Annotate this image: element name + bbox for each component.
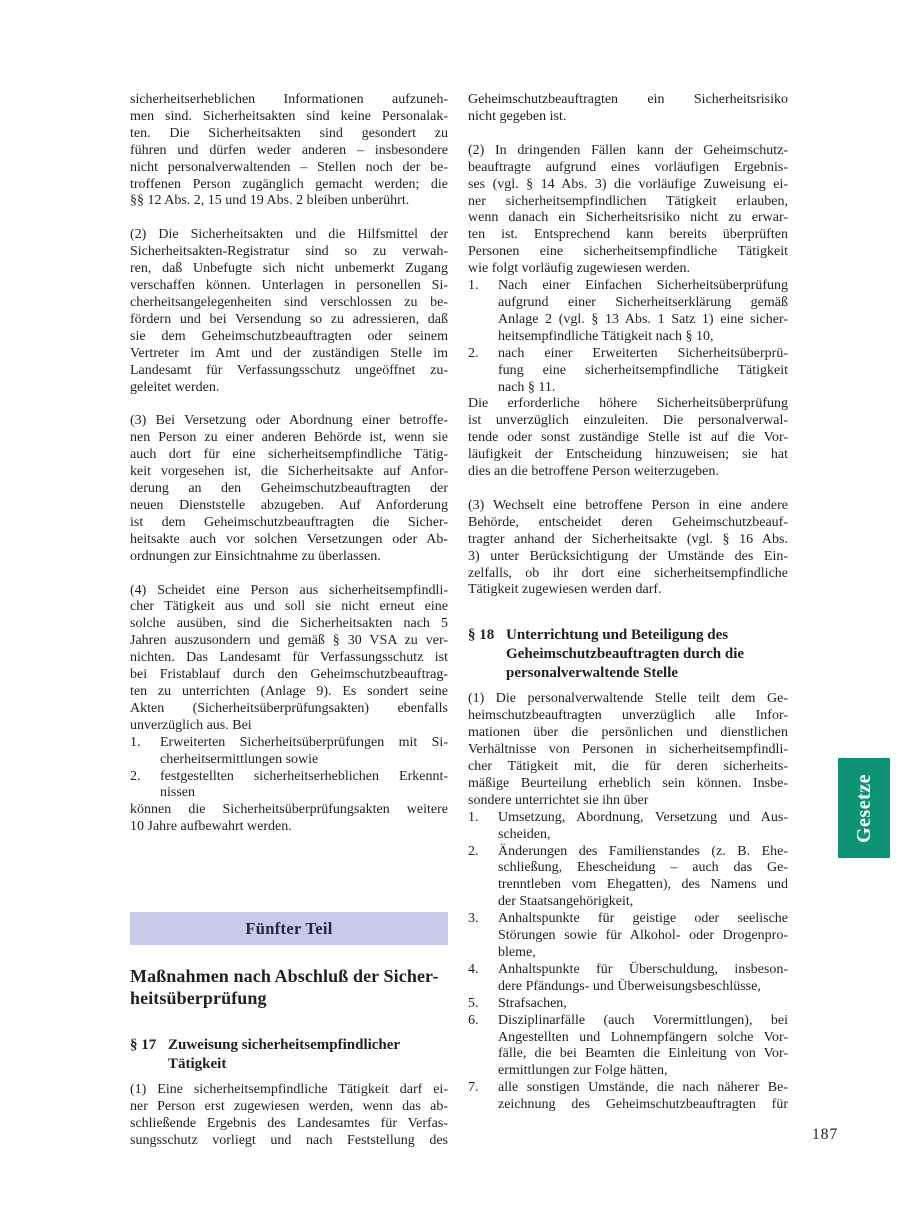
page-number: 187 — [812, 1126, 839, 1143]
list-item-number: 1. — [130, 734, 141, 750]
text-line: cher Tätigkeit mit, die für deren sicherheits- — [468, 759, 788, 774]
text-line: festgestellten sicherheitserheblichen Erkennt- — [160, 768, 448, 784]
text-line: sie dem Geheimschutzbeauftragten oder seinem — [130, 328, 448, 344]
numbered-list-18-abs1 — [468, 810, 788, 1114]
text-line: nissen — [160, 785, 195, 801]
text-line: Änderungen des Familienstandes (z. B. Ehe- — [498, 843, 788, 859]
text-line: cherheitsangelegenheiten sind verschlossen zu be- — [130, 294, 448, 310]
text-line: heitsüberprüfung — [130, 987, 267, 1008]
list-item — [468, 962, 788, 996]
list-item-number: 1. — [468, 809, 479, 825]
text-line: der Staatsangehörigkeit, — [498, 894, 634, 910]
text-line: ordnungen zur Einsichtnahme zu überlassen. — [130, 548, 381, 564]
text-line: derung an den Geheimschutzbeauftragten der — [130, 481, 448, 497]
list-item-number: 1. — [468, 278, 479, 294]
paragraph-17-abs2-outro — [468, 396, 788, 481]
text-line: dies an die betroffene Person weiterzugeben. — [468, 464, 719, 480]
text-line: Akten (Sicherheitsüberprüfungsakten) ebenfalls — [130, 700, 448, 716]
text-line: mäßige Beurteilung erheblich sein können. Insbe- — [468, 775, 788, 791]
text-line: ses (vgl. § 14 Abs. 3) die vorläufige Zuweisung ei- — [468, 176, 788, 192]
paragraph-abs4-outro — [130, 802, 448, 836]
text-line: ner Person erst zugewiesen werden, wenn das ab- — [130, 1099, 448, 1115]
text-line: nach § 11. — [498, 379, 556, 395]
text-line: zelfalls, ob ihr dort eine sicherheitsempfindliche — [468, 565, 788, 581]
text-line: Sicherheitsakten-Registratur sind so zu verwah- — [130, 244, 448, 260]
list-item-text — [498, 278, 788, 346]
text-line: heitsakte auch vor solchen Versetzungen oder Ab- — [130, 531, 448, 547]
text-line: zeichnung des Geheimschutzbeauftragten für — [498, 1097, 788, 1113]
text-line: 3) unter Berücksichtigung der Umstände des Ein- — [468, 548, 788, 564]
text-line: schließende Ergebnis des Landesamtes für Verfas- — [130, 1115, 448, 1131]
text-line: nicht gegeben ist. — [468, 108, 567, 124]
numbered-list-17-abs2 — [468, 278, 788, 396]
text-line: wenn danach ein Sicherheitsrisiko nicht zu erwar- — [468, 210, 788, 226]
text-line: sicherheitserheblichen Informationen aufzuneh- — [130, 92, 448, 107]
list-item-text — [498, 996, 788, 1013]
text-line: Strafsachen, — [498, 995, 567, 1011]
text-line: neuen Dienststelle abzugeben. Auf Anforderung — [130, 497, 448, 513]
text-line: (3) Bei Versetzung oder Abordnung einer betroffe- — [130, 413, 448, 429]
list-item — [468, 1013, 788, 1081]
text-line: fälle, die bei Beamten die Einleitung von Vor- — [498, 1046, 788, 1062]
text-line: (3) Wechselt eine betroffene Person in eine andere — [468, 497, 788, 513]
text-line: bei Fristablauf durch den Geheimschutzbeauftrag- — [130, 667, 448, 683]
right-column — [468, 92, 788, 1114]
text-line: alle sonstigen Umstände, die nach näherer Be- — [498, 1080, 788, 1096]
text-line: führen und dürfen weder anderen – insbesondere — [130, 142, 448, 158]
paragraph-abs4 — [130, 583, 448, 735]
text-line: tende oder sonst zuständige Stelle ist auf die Vor- — [468, 430, 788, 446]
text-line: ten. Die Sicherheitsakten sind gesondert zu — [130, 125, 448, 141]
text-line: §§ 12 Abs. 2, 15 und 19 Abs. 2 bleiben unberührt. — [130, 193, 410, 209]
text-line: Störungen sowie für Alkohol- oder Drogenpro- — [498, 928, 788, 944]
text-line: Umsetzung, Abordnung, Versetzung und Aus- — [498, 809, 788, 825]
text-line: wie folgt vorläufig zugewiesen werden. — [468, 261, 690, 277]
list-item — [468, 810, 788, 844]
text-line: Tätigkeit zugewiesen werden darf. — [468, 582, 662, 598]
text-line: (1) Eine sicherheitsempfindliche Tätigkeit darf ei- — [130, 1082, 448, 1098]
paragraph-abs3 — [130, 413, 448, 565]
text-line: trenntleben vom Ehegatten), des Namens und — [498, 877, 788, 893]
left-column — [130, 92, 448, 1150]
text-line: cherheitsermittlungen sowie — [160, 751, 319, 767]
list-item-text — [498, 1080, 788, 1114]
text-line: (1) Die personalverwaltende Stelle teilt dem Ge- — [468, 691, 788, 707]
text-line: ten zu unterrichten (Anlage 9). Es sondert seine — [130, 684, 448, 699]
list-item — [130, 769, 448, 803]
chapter-heading — [130, 966, 448, 1009]
text-line: Erweiterten Sicherheitsüberprüfungen mit Si- — [160, 734, 448, 750]
part-banner: Fünfter Teil — [130, 912, 448, 945]
numbered-list-abs4 — [130, 735, 448, 803]
text-line: men sind. Sicherheitsakten sind keine Personalak- — [130, 108, 448, 124]
text-line: Personen eine sicherheitsempfindliche Tätigkeit — [468, 244, 788, 260]
text-line: nach einer Erweiterten Sicherheitsüberprü- — [498, 345, 788, 361]
text-line: ren, daß Unbefugte sich nicht unbemerkt Zugang — [130, 261, 448, 277]
paragraph-17-abs3 — [468, 498, 788, 599]
list-item-text — [498, 962, 788, 996]
text-line: nen Person zu einer anderen Behörde ist, wenn sie — [130, 430, 448, 446]
text-line: Die erforderliche höhere Sicherheitsüberprüfung — [468, 396, 788, 412]
text-line: Landesamt für Verfassungsschutz ungeöffnet zu- — [130, 362, 448, 378]
text-line: dere Pfändungs- und Überweisungsbeschlüsse, — [498, 978, 761, 994]
list-item — [468, 1080, 788, 1114]
text-line: (2) In dringenden Fällen kann der Geheimschutz- — [468, 142, 788, 158]
text-line: nichten. Das Landesamt für Verfassungsschutz ist — [130, 650, 448, 666]
paragraph-18-abs1 — [468, 691, 788, 809]
list-item-number: 2. — [468, 843, 479, 859]
paragraph-17-abs1-continuation — [468, 92, 788, 126]
text-line: läufigkeit der Entscheidung hinzuweisen; sie hat — [468, 447, 788, 463]
text-line: 10 Jahre aufbewahrt werden. — [130, 819, 292, 835]
text-line: heimschutzbeauftragten unverzüglich alle Infor- — [468, 708, 788, 724]
text-line: (2) Die Sicherheitsakten und die Hilfsmittel der — [130, 227, 448, 243]
paragraph-17-abs1 — [130, 1082, 448, 1150]
section-number: § 18 — [468, 627, 495, 644]
text-line: aufgrund einer Sicherheitserklärung gemäß — [498, 294, 788, 310]
list-item-number: 6. — [468, 1012, 479, 1028]
list-item-text — [160, 769, 448, 803]
section-heading-17 — [130, 1036, 448, 1074]
list-item — [468, 911, 788, 962]
text-line: ist unverzüglich einzuleiten. Die personalverwal- — [468, 413, 788, 429]
text-line: ist dem Geheimschutzbeauftragten die Sicher- — [130, 514, 448, 530]
text-line: Angestellten und Lohnempfängern solche Vor- — [498, 1029, 788, 1045]
text-line: solche ausüben, sind die Sicherheitsakten nach 5 — [130, 616, 448, 632]
text-line: schließung, Ehescheidung – auch das Ge- — [498, 860, 788, 876]
text-line: sungsschutz vorliegt und nach Feststellung des — [130, 1132, 448, 1148]
list-item-text — [160, 735, 448, 769]
list-item-text — [498, 1013, 788, 1081]
list-item — [468, 844, 788, 912]
text-line: Nach einer Einfachen Sicherheitsüberprüfung — [498, 278, 788, 294]
list-item-number: 7. — [468, 1080, 479, 1096]
list-item — [468, 278, 788, 346]
text-line: bleme, — [498, 944, 536, 960]
list-item-number: 2. — [468, 345, 479, 361]
text-line: Verhältnisse von Personen in sicherheitsempfindli- — [468, 742, 788, 758]
text-line: Jahren auszusondern und gemäß § 30 VSA zu ver- — [130, 633, 448, 649]
section-tab-gesetze — [838, 758, 890, 858]
section-heading-text: Zuweisung sicherheitsempfindlicher Tätigkeit — [168, 1037, 401, 1073]
text-line: ten ist. Entsprechend kann bereits überprüften — [468, 227, 788, 243]
list-item-text — [498, 911, 788, 962]
text-line: Disziplinarfälle (auch Vorermittlungen), bei — [498, 1012, 788, 1028]
paragraph-17-abs2 — [468, 143, 788, 278]
text-line: auch dort für eine sicherheitsempfindliche Tätig- — [130, 447, 448, 463]
text-line: mationen über die persönlichen und dienstlichen — [468, 725, 788, 741]
text-line: cher Tätigkeit aus und soll sie nicht erneut eine — [130, 599, 448, 615]
list-item-text — [498, 844, 788, 912]
text-line: fung eine sicherheitsempfindliche Tätigkeit — [498, 362, 788, 378]
paragraph-abs2 — [130, 227, 448, 396]
list-item — [468, 346, 788, 397]
text-line: Anhaltspunkte für Überschuldung, insbeson- — [498, 961, 788, 977]
text-line: fördern und bei Versendung so zu adressieren, daß — [130, 311, 448, 327]
text-line: unverzüglich aus. Bei — [130, 717, 252, 733]
list-item-number: 3. — [468, 911, 479, 927]
text-line: tragter anhand der Sicherheitsakte (vgl. § 16 Abs. — [468, 531, 788, 547]
text-line: keit vorgesehen ist, die Sicherheitsakte auf Anfor- — [130, 464, 448, 480]
section-number: § 17 — [130, 1037, 157, 1054]
text-line: heitsempfindliche Tätigkeit nach § 10, — [498, 328, 714, 344]
section-heading-text: Unterrichtung und Beteiligung des Geheimschutzbeauftragten durch die personalverwaltende Stelle — [506, 627, 745, 682]
section-heading-18 — [468, 626, 788, 683]
text-line: beauftragte aufgrund eines vorläufigen Ergebnis- — [468, 159, 788, 175]
text-line: Maßnahmen nach Abschluß der Sicher- — [130, 966, 439, 987]
text-line: ner sicherheitsempfindlichen Tätigkeit erlauben, — [468, 193, 788, 209]
text-line: Anhaltspunkte für geistige oder seelische — [498, 911, 788, 927]
text-line: scheiden, — [498, 826, 551, 842]
list-item — [468, 996, 788, 1013]
list-item-text — [498, 346, 788, 397]
text-line: troffenen Person zugänglich gemacht werden; die — [130, 176, 448, 192]
list-item — [130, 735, 448, 769]
section-tab-label: Gesetze — [852, 773, 875, 843]
list-item-number: 2. — [130, 768, 141, 784]
text-line: (4) Scheidet eine Person aus sicherheitsempfindli- — [130, 582, 448, 598]
text-line: Anlage 2 (vgl. § 13 Abs. 1 Satz 1) eine sicher- — [498, 311, 788, 327]
list-item-number: 5. — [468, 995, 479, 1011]
text-line: geleitet werden. — [130, 379, 220, 395]
list-item-text — [498, 810, 788, 844]
text-line: nicht personalverwaltenden – Stellen noch der be- — [130, 159, 448, 175]
text-line: können die Sicherheitsüberprüfungsakten weitere — [130, 802, 448, 818]
text-line: sondere unterrichtet sie ihn über — [468, 792, 649, 808]
text-line: verschaffen können. Unterlagen in personellen Si- — [130, 278, 448, 294]
text-line: Vertreter im Amt und der zuständigen Stelle im — [130, 345, 448, 361]
paragraph-continuation — [130, 92, 448, 210]
list-item-number: 4. — [468, 961, 479, 977]
text-line: Geheimschutzbeauftragten ein Sicherheitsrisiko — [468, 92, 788, 107]
text-line: ermittlungen zur Folge hätten, — [498, 1063, 668, 1079]
text-line: Behörde, entscheidet deren Geheimschutzbeauf- — [468, 514, 788, 530]
